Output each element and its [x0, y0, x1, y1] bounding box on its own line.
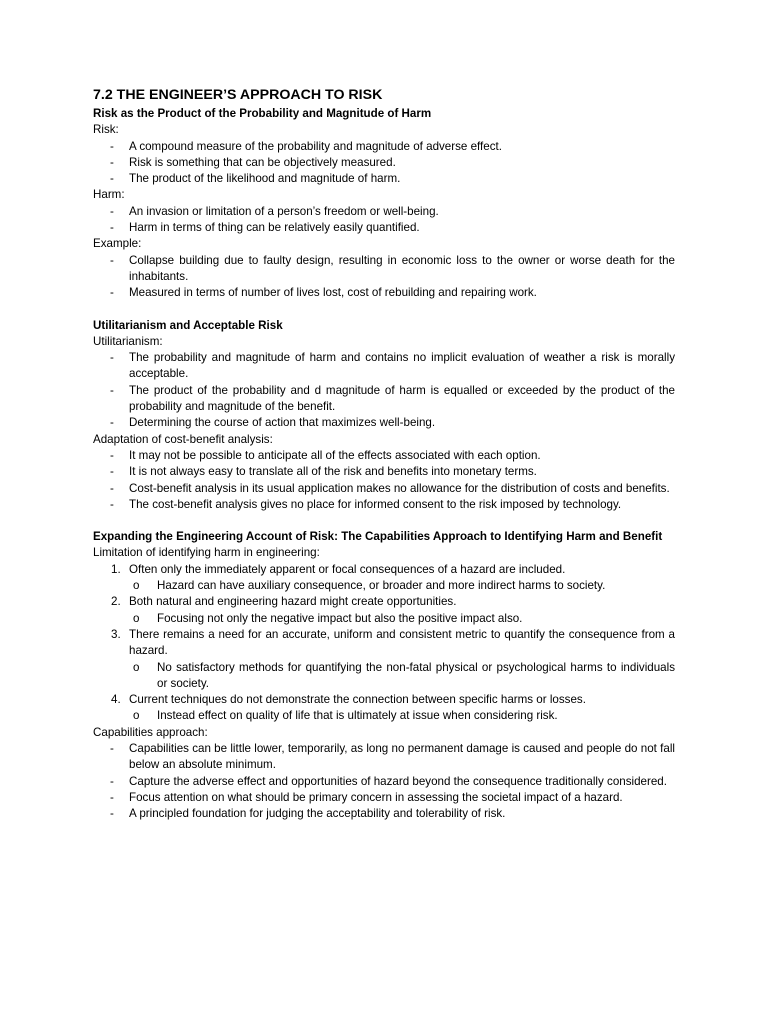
list-item: 4. Current techniques do not demonstrate the connection between specific harms or losses. o Instead effect on quality of life that is ultimately at issue when considering risk. — [93, 692, 675, 725]
list-item: - Measured in terms of number of lives lost, cost of rebuilding and repairing work. — [93, 285, 675, 301]
circle-marker: o — [133, 660, 140, 674]
list-item: 3. There remains a need for an accurate, uniform and consistent metric to quantify the consequence from a hazard. o No satisfactory methods for quantifying the non-fatal physical or psychological harms to individuals or society. — [93, 627, 675, 692]
list-item: 2. Both natural and engineering hazard might create opportunities. o Focusing not only the negative impact but also the positive impact also. — [93, 594, 675, 627]
dash-marker: - — [110, 465, 114, 479]
section-utilitarianism — [93, 318, 675, 514]
number-marker: 1. — [111, 562, 121, 576]
dash-marker: - — [110, 155, 114, 169]
list-item: - Determining the course of action that maximizes well-being. — [93, 415, 675, 431]
risk-list — [93, 139, 675, 188]
number-marker: 4. — [111, 693, 121, 707]
label-limitation: Limitation of identifying harm in engineering: — [93, 546, 320, 560]
dash-marker: - — [110, 253, 114, 267]
dash-marker: - — [110, 139, 114, 153]
sub-list — [93, 578, 675, 594]
list-item: - Collapse building due to faulty design, resulting in economic loss to the owner or worse death for the inhabitants. — [110, 253, 675, 283]
dash-marker: - — [110, 448, 114, 462]
dash-marker: - — [110, 221, 114, 235]
list-item: - Risk is something that can be objectively measured. — [93, 155, 675, 171]
list-item: - The product of the probability and d magnitude of harm is equalled or exceeded by the product of the probability and magnitude of the benefit. — [110, 383, 675, 414]
list-item: - It is not always easy to translate all of the risk and benefits into monetary terms. — [93, 464, 675, 480]
list-item: - It may not be possible to anticipate all of the effects associated with each option. — [93, 448, 675, 464]
sub-list-item: o Hazard can have auxiliary consequence, or broader and more indirect harms to society. — [93, 578, 675, 594]
section-heading: Expanding the Engineering Account of Risk: The Capabilities Approach to Identifying Harm and Benefit — [93, 530, 663, 544]
section-spacer — [93, 513, 675, 529]
list-item: - The product of the likelihood and magnitude of harm. — [93, 171, 675, 187]
circle-marker: o — [133, 611, 140, 625]
list-item: - A principled foundation for judging the acceptability and tolerability of risk. — [93, 806, 675, 822]
list-item: - Cost-benefit analysis in its usual application makes no allowance for the distribution of costs and benefits. — [93, 481, 675, 497]
dash-marker: - — [110, 383, 114, 397]
list-item: 1. Often only the immediately apparent or focal consequences of a hazard are included. o Hazard can have auxiliary consequence, or broader and more indirect harms to society. — [93, 562, 675, 595]
list-item: - Capture the adverse effect and opportunities of hazard beyond the consequence traditionally considered. — [93, 774, 675, 790]
section-risk-product — [93, 106, 675, 302]
list-item: - The probability and magnitude of harm and contains no implicit evaluation of weather a risk is morally acceptable. — [110, 351, 675, 381]
section-heading: Utilitarianism and Acceptable Risk — [93, 318, 283, 332]
sub-list-item: o Focusing not only the negative impact but also the positive impact also. — [93, 611, 675, 627]
dash-marker: - — [110, 204, 114, 218]
label-adaptation: Adaptation of cost-benefit analysis: — [93, 432, 273, 446]
harm-list — [93, 204, 675, 237]
dash-marker: - — [110, 351, 114, 365]
dash-marker: - — [110, 481, 114, 495]
dash-marker: - — [110, 774, 114, 788]
label-utilitarianism: Utilitarianism: — [93, 334, 163, 348]
section-heading: Risk as the Product of the Probability and Magnitude of Harm — [93, 107, 432, 120]
section-spacer — [93, 302, 675, 318]
label-harm: Harm: — [93, 188, 125, 202]
list-item: - Harm in terms of thing can be relatively easily quantified. — [93, 220, 675, 236]
list-item: - An invasion or limitation of a person’s freedom or well-being. — [93, 204, 675, 220]
section-capabilities — [93, 529, 675, 822]
sub-list-item: o No satisfactory methods for quantifying the non-fatal physical or psychological harms to individuals or society. — [133, 660, 675, 690]
list-item: - The cost-benefit analysis gives no place for informed consent to the risk imposed by technology. — [93, 497, 675, 513]
capabilities-list — [93, 741, 675, 822]
list-item: - A compound measure of the probability and magnitude of adverse effect. — [93, 139, 675, 155]
label-capabilities: Capabilities approach: — [93, 725, 208, 739]
number-marker: 3. — [111, 627, 121, 641]
document-page — [93, 86, 675, 822]
example-list — [93, 253, 675, 302]
label-risk: Risk: — [93, 123, 119, 137]
utilitarianism-list — [93, 350, 675, 431]
circle-marker: o — [133, 709, 140, 723]
sub-list — [93, 708, 675, 724]
dash-marker: - — [110, 790, 114, 804]
dash-marker: - — [110, 807, 114, 821]
sub-list — [93, 660, 675, 693]
sub-list — [93, 611, 675, 627]
page-title: 7.2 THE ENGINEER’S APPROACH TO RISK — [93, 87, 383, 103]
number-marker: 2. — [111, 595, 121, 609]
list-item: - Focus attention on what should be primary concern in assessing the societal impact of a hazard. — [93, 790, 675, 806]
dash-marker: - — [110, 172, 114, 186]
label-example: Example: — [93, 237, 142, 251]
dash-marker: - — [110, 286, 114, 300]
list-item: - Capabilities can be little lower, temporarily, as long no permanent damage is caused and people do not fall below an absolute minimum. — [110, 741, 675, 772]
limitation-list — [93, 562, 675, 725]
circle-marker: o — [133, 579, 140, 593]
sub-list-item: o Instead effect on quality of life that is ultimately at issue when considering risk. — [93, 708, 675, 724]
dash-marker: - — [110, 497, 114, 511]
dash-marker: - — [110, 416, 114, 430]
adaptation-list — [93, 448, 675, 513]
dash-marker: - — [110, 741, 114, 755]
